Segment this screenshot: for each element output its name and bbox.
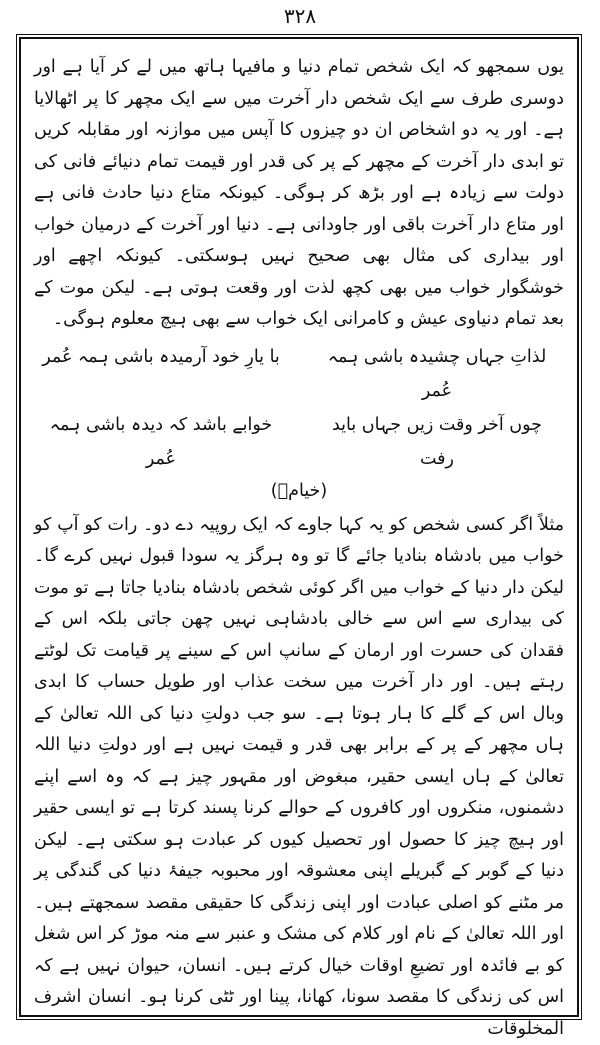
verse-line: با یارِ خود آرمیدہ باشی ہمہ عُمر xyxy=(38,340,284,408)
text-line: چھن جاتی بلکہ اس کے فقدان کی حسرت اور ارمان کے سانپ اس کے سینے پر قیامت xyxy=(34,609,564,661)
page-number: ۳۲۸ xyxy=(0,4,600,28)
text-line: درمیان خواب اور بیداری کی مثال بھی صحیح نہیں ہوسکتی۔ کیونکہ اچھے اور خوشگوار خواب xyxy=(34,215,564,298)
text-line: ہے تو ایسی حقیر اور ہیچ چیز کا حصول اور تحصیل کیوں کر عبادت ہو سکتی ہے۔ لیکن دنیا کے xyxy=(34,798,564,881)
text-line: بادشاہ بنادیا جائے گا تو وہ ہرگز یہ سودا قبول نہیں کرے گا۔ لیکن دار دنیا کے خواب میں xyxy=(34,546,564,598)
text-line: قدر اور قیمت تمام دنیائے فانی کی دولت سے زیادہ ہے اور بڑھ کر ہوگی۔ کیونکہ متاع xyxy=(34,152,564,204)
paragraph-2 xyxy=(34,510,564,1045)
text-line: برابر بھی قدر و قیمت نہیں ہے اور دولتِ دنیا اللہ تعالیٰ کے ہاں ایسی حقیر، مبغوض اور xyxy=(34,735,564,787)
text-line: دو چیزوں کا آپس میں موازنہ اور مقابلہ کریں تو ابدی دار آخرت کے مچھر کے پر کی xyxy=(34,120,564,172)
text-line: میں بھی کچھ لذت اور وقعت ہوتی ہے۔ لیکن موت کے بعد تمام دنیاوی عیش و کامرانی xyxy=(34,278,564,330)
text-line: گوبر کے گبریلے اپنی معشوقہ اور محبوبہ جیفۂ دنیا کی گندگی پر مر مٹنے کو اصلی عبادت اور xyxy=(34,861,564,913)
text-line: تک لوٹتے رہتے ہیں۔ اور دار آخرت میں سخت عذاب اور طویل حساب کا ابدی وبال xyxy=(34,641,564,724)
verse-line: لذاتِ جہاں چشیدہ باشی ہمہ عُمر xyxy=(314,340,560,408)
text-line: اس کے گلے کا ہار ہوتا ہے۔ سو جب دولتِ دنیا کی اللہ تعالیٰ کے ہاں مچھر کے پر کے xyxy=(34,704,564,756)
poet-name: (خیامؔ) xyxy=(34,476,564,506)
page-content xyxy=(34,52,564,1010)
paragraph-1 xyxy=(34,52,564,336)
poem-couplets xyxy=(34,340,564,476)
verse-line: خوابے باشد کہ دیدہ باشی ہمہ عُمر xyxy=(38,408,284,476)
verse-line: چوں آخر وقت زیں جہاں باید رفت xyxy=(314,408,560,476)
text-line: مقہور چیز ہے کہ وہ اسے اپنے دشمنوں، منکروں اور کافروں کے حوالے کرنا پسند کرتا xyxy=(34,767,564,819)
text-line: ہے کہ اس کی زندگی کا مقصد سونا، کھانا، پینا اور ٹٹی کرنا ہو۔ انسان اشرف المخلوقات xyxy=(34,956,564,1039)
text-line: اپنی زندگی کا حقیقی مقصد سمجھتے ہیں۔ اور اللہ تعالیٰ کے نام اور کلام کی مشک و عنبر سے xyxy=(34,893,564,945)
text-line: ایک خواب سے بھی ہیچ معلوم ہوگی۔ xyxy=(53,309,328,329)
text-line: منہ موڑ کر اس شغل کو بے فائدہ اور تضیعِ اوقات خیال کرتے ہیں۔ انسان، حیوان نہیں xyxy=(34,924,564,976)
text-line: دنیا حادث فانی ہے اور متاع دار آخرت باقی اور جاودانی ہے۔ دنیا اور آخرت کے xyxy=(34,183,564,235)
text-line: ایک شخص دار آخرت میں سے ایک مچھر کا پر اٹھالایا ہے۔ اور یہ دو اشخاص ان xyxy=(34,89,564,141)
text-line: یوں سمجھو کہ ایک شخص تمام دنیا و مافیہا ہاتھ میں لے کر آیا ہے اور دوسری طرف سے xyxy=(34,57,564,109)
text-line: اگر کوئی شخص بادشاہ بنادیا جاتا ہے تو موت کی بیداری سے اس سے خالی بادشاہی نہیں xyxy=(34,578,564,630)
text-line: مثلاً اگر کسی شخص کو یہ کہا جاوے کہ ایک روپیہ دے دو۔ رات کو آپ کو خواب میں xyxy=(34,515,564,567)
